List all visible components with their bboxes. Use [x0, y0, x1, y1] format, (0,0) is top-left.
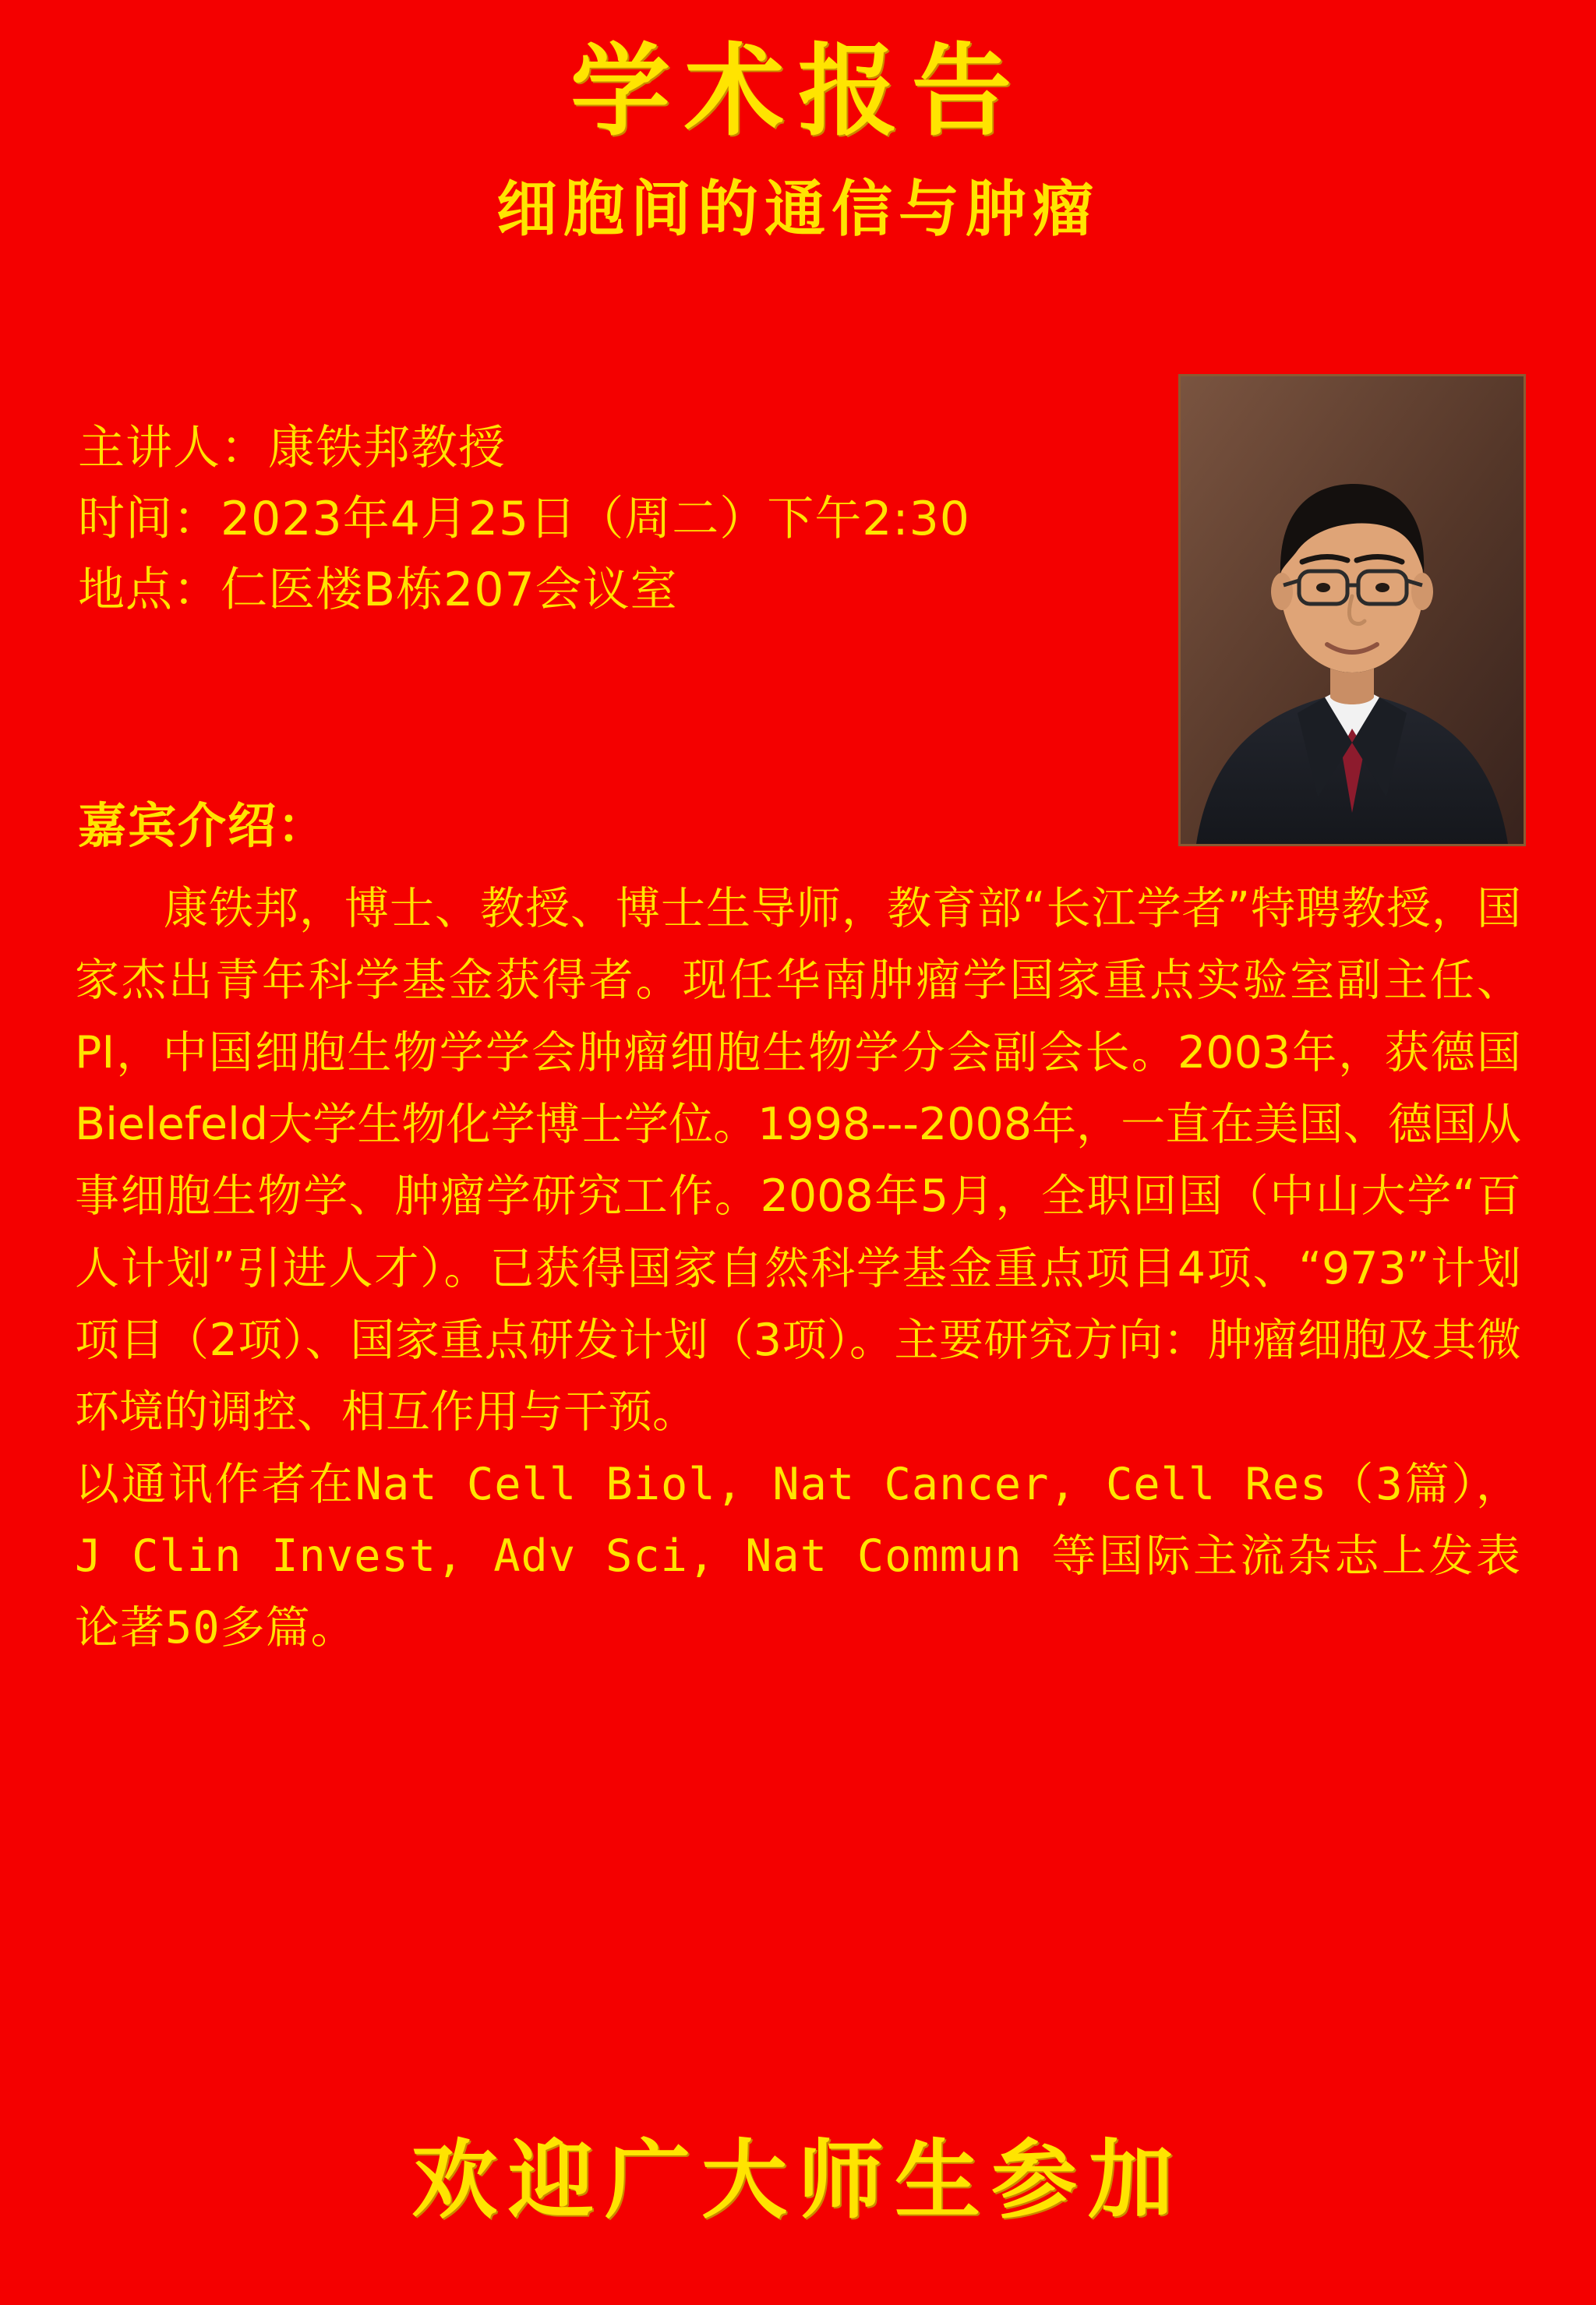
footer-welcome: 欢迎广大师生参加 [411, 2130, 1185, 2230]
event-info [78, 413, 1169, 627]
speaker-line: 主讲人：康铁邦教授 [78, 421, 506, 475]
guest-bio [75, 873, 1521, 1664]
speaker-portrait [1178, 374, 1526, 846]
bio-journals: 以通讯作者在Nat Cell Biol, Nat Cancer, Cell Res（3篇），J Clin Invest, Adv Sci, Nat Commun 等国际主流杂志上发表论著50多篇。 [75, 1458, 1521, 1654]
page-subtitle: 细胞间的通信与肿瘤 [496, 174, 1100, 245]
time-line: 时间：2023年4月25日（周二）下午2:30 [78, 492, 970, 547]
page-title: 学术报告 [570, 34, 1026, 150]
bio-paragraph: 康铁邦，博士、教授、博士生导师，教育部“长江学者”特聘教授，国家杰出青年科学基金获得者。现任华南肿瘤学国家重点实验室副主任、PI，中国细胞生物学学会肿瘤细胞生物学分会副会长。2003年，获德国Bielefeld大学生物化学博士学位。1998---2008年，一直在美国、德国从事细胞生物学、肿瘤学研究工作。2008年5月，全职回国（中山大学“百人计划”引进人才）。已获得国家自然科学基金重点项目4项、“973”计划项目（2项）、国家重点研发计划（3项）。主要研究方向：肿瘤细胞及其微环境的调控、相互作用与干预。 [75, 883, 1521, 1438]
guest-intro-header: 嘉宾介绍： [78, 797, 328, 854]
location-line: 地点：仁医楼B栋207会议室 [78, 563, 678, 618]
portrait-illustration [1181, 376, 1524, 844]
